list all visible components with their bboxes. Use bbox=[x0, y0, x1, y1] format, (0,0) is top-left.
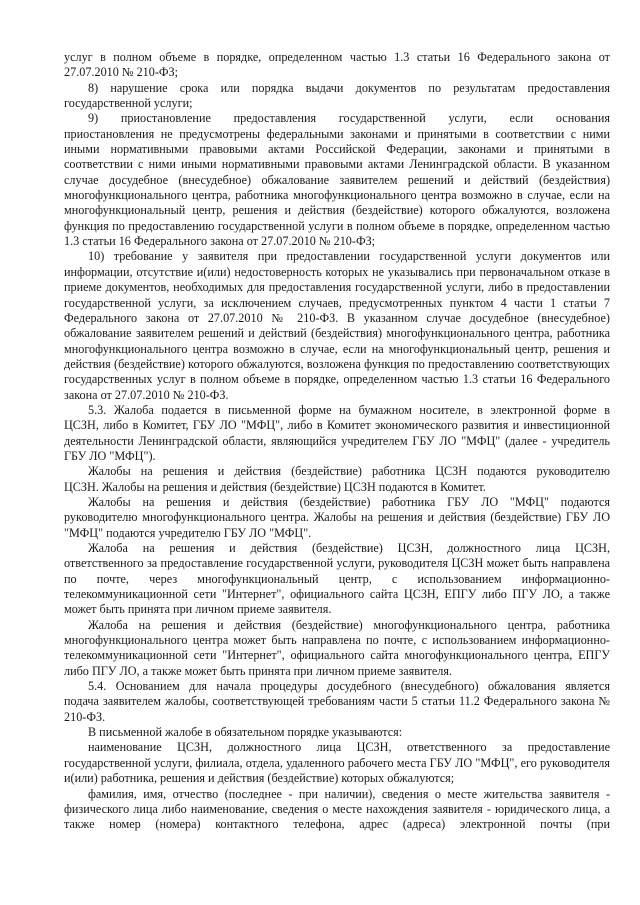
line: Жалобы на решения и действия (бездействие) работника ГБУ ЛО "МФЦ" подаются bbox=[88, 494, 610, 509]
paragraph-7 bbox=[64, 495, 610, 541]
line: Жалоба на решения и действия (бездействие) многофункционального центра, работника bbox=[88, 617, 610, 632]
line: ЦСЗН, либо в Комитет, ГБУ ЛО "МФЦ", либо в Комитет экономического развития и инвестиционной деятельности Ленинградской области, являющийся учредителем ГБУ ЛО "МФЦ" (далее - учредитель ГБУ ЛО "МФЦ"). bbox=[64, 418, 610, 463]
line: услуг в полном объеме в порядке, определенном частью 1.3 статьи 16 Федерального закона от bbox=[64, 50, 610, 64]
line: 27.07.2010 № 210-ФЗ; bbox=[64, 65, 179, 80]
line: В письменной жалобе в обязательном порядке указываются: bbox=[88, 725, 403, 740]
paragraph-5 bbox=[64, 403, 610, 464]
paragraph-6 bbox=[64, 464, 610, 495]
paragraph-2 bbox=[64, 81, 610, 112]
paragraph-8 bbox=[64, 541, 610, 618]
line: 5.3. Жалоба подается в письменной форме на бумажном носителе, в электронной форме в bbox=[88, 402, 610, 417]
line: государственной услуги; bbox=[64, 96, 193, 111]
line: ответственного за предоставление государственной услуги, руководителя ЦСЗН может быть направлена по почте, через многофункциональный центр, с использованием информационно-телекоммуникационной сети "Интернет", официального сайта ЦСЗН, ЕПГУ либо ПГУ ЛО, а также может быть принята при личном приеме заявителя. bbox=[64, 556, 610, 617]
line: многофункционального центра может быть направлена по почте, с использованием информационно-телекоммуникационной сети "Интернет", официального сайта многофункционального центра, ЕПГУ либо ПГУ ЛО, а также может быть принята при личном приеме заявителя. bbox=[64, 633, 610, 678]
line: 8) нарушение срока или порядка выдачи документов по результатам предоставления bbox=[88, 80, 610, 95]
line: руководителю многофункционального центра. Жалобы на решения и действия (бездействие) ГБУ ЛО "МФЦ" подаются учредителю ГБУ ЛО "МФЦ". bbox=[64, 510, 610, 540]
line: физического лица либо наименование, сведения о месте нахождения заявителя - юридического лица, а также номер (номера) контактного телефона, адрес (адреса) электронной почты (при bbox=[64, 801, 610, 832]
line: Жалобы на решения и действия (бездействие) работника ЦСЗН подаются руководителю bbox=[88, 464, 610, 479]
paragraph-4 bbox=[64, 249, 610, 402]
paragraph-10 bbox=[64, 679, 610, 725]
paragraph-1 bbox=[64, 50, 610, 81]
line: 5.4. Основанием для начала процедуры досудебного (внесудебного) обжалования является bbox=[88, 679, 610, 694]
line: Жалоба на решения и действия (бездействие) ЦСЗН, должностного лица ЦСЗН, bbox=[88, 541, 610, 555]
paragraph-9 bbox=[64, 618, 610, 679]
line: приостановления не предусмотрены федеральными законами и принятыми в соответствии с ними иными нормативными правовыми актами Российской Федерации, законами и принятыми в соответствии с ними иными нормативными правовыми актами Ленинградской области. В указанном случае досудебное (внесудебное) обжалование заявителем решений и действий (бездействия) многофункционального центра, работника многофункционального центра возможно в случае, если на многофункциональный центр, решения и действия (бездействие) которого обжалуются, возложена функция по предоставлению государственной услуги в полном объеме в порядке, определенном частью 1.3 статьи 16 Федерального закона от 27.07.2010 № 210-ФЗ; bbox=[64, 126, 610, 249]
paragraph-13 bbox=[64, 787, 610, 833]
line: фамилия, имя, отчество (последнее - при наличии), сведения о месте жительства заявителя - bbox=[88, 786, 610, 801]
paragraph-11 bbox=[64, 725, 610, 740]
paragraph-12 bbox=[64, 740, 610, 786]
line: подача заявителем жалобы, соответствующей требованиям части 5 статьи 11.2 Федерального закона № 210-ФЗ. bbox=[64, 694, 610, 724]
line: 10) требование у заявителя при предоставлении государственной услуги документов или bbox=[88, 249, 610, 264]
line: наименование ЦСЗН, должностного лица ЦСЗН, ответственного за предоставление bbox=[88, 740, 610, 755]
line: 9) приостановление предоставления государственной услуги, если основания bbox=[88, 111, 610, 126]
line: информации, отсутствие и(или) недостоверность которых не указывались при первоначальном отказе в приеме документов, необходимых для предоставления государственной услуги, либо в предоставлении государственной услуги, за исключением случаев, предусмотренных пунктом 4 части 1 статьи 7 Федерального закона от 27.07.2010 № 210-ФЗ. В указанном случае досудебное (внесудебное) обжалование заявителем решений и действий (бездействия) многофункционального центра, работника многофункционального центра возможно в случае, если на многофункциональный центр, решения и действия (бездействие) которого обжалуются, возложена функция по предоставлению соответствующих государственных услуг в полном объеме в порядке, определенном частью 1.3 статьи 16 Федерального закона от 27.07.2010 № 210-ФЗ. bbox=[64, 264, 610, 402]
line: ЦСЗН. Жалобы на решения и действия (бездействие) ЦСЗН подаются в Комитет. bbox=[64, 479, 486, 494]
paragraph-3 bbox=[64, 111, 610, 249]
line: государственной услуги, филиала, отдела, удаленного рабочего места ГБУ ЛО "МФЦ", его руководителя и(или) работника, решения и действия (бездействие) которых обжалуются; bbox=[64, 755, 610, 786]
